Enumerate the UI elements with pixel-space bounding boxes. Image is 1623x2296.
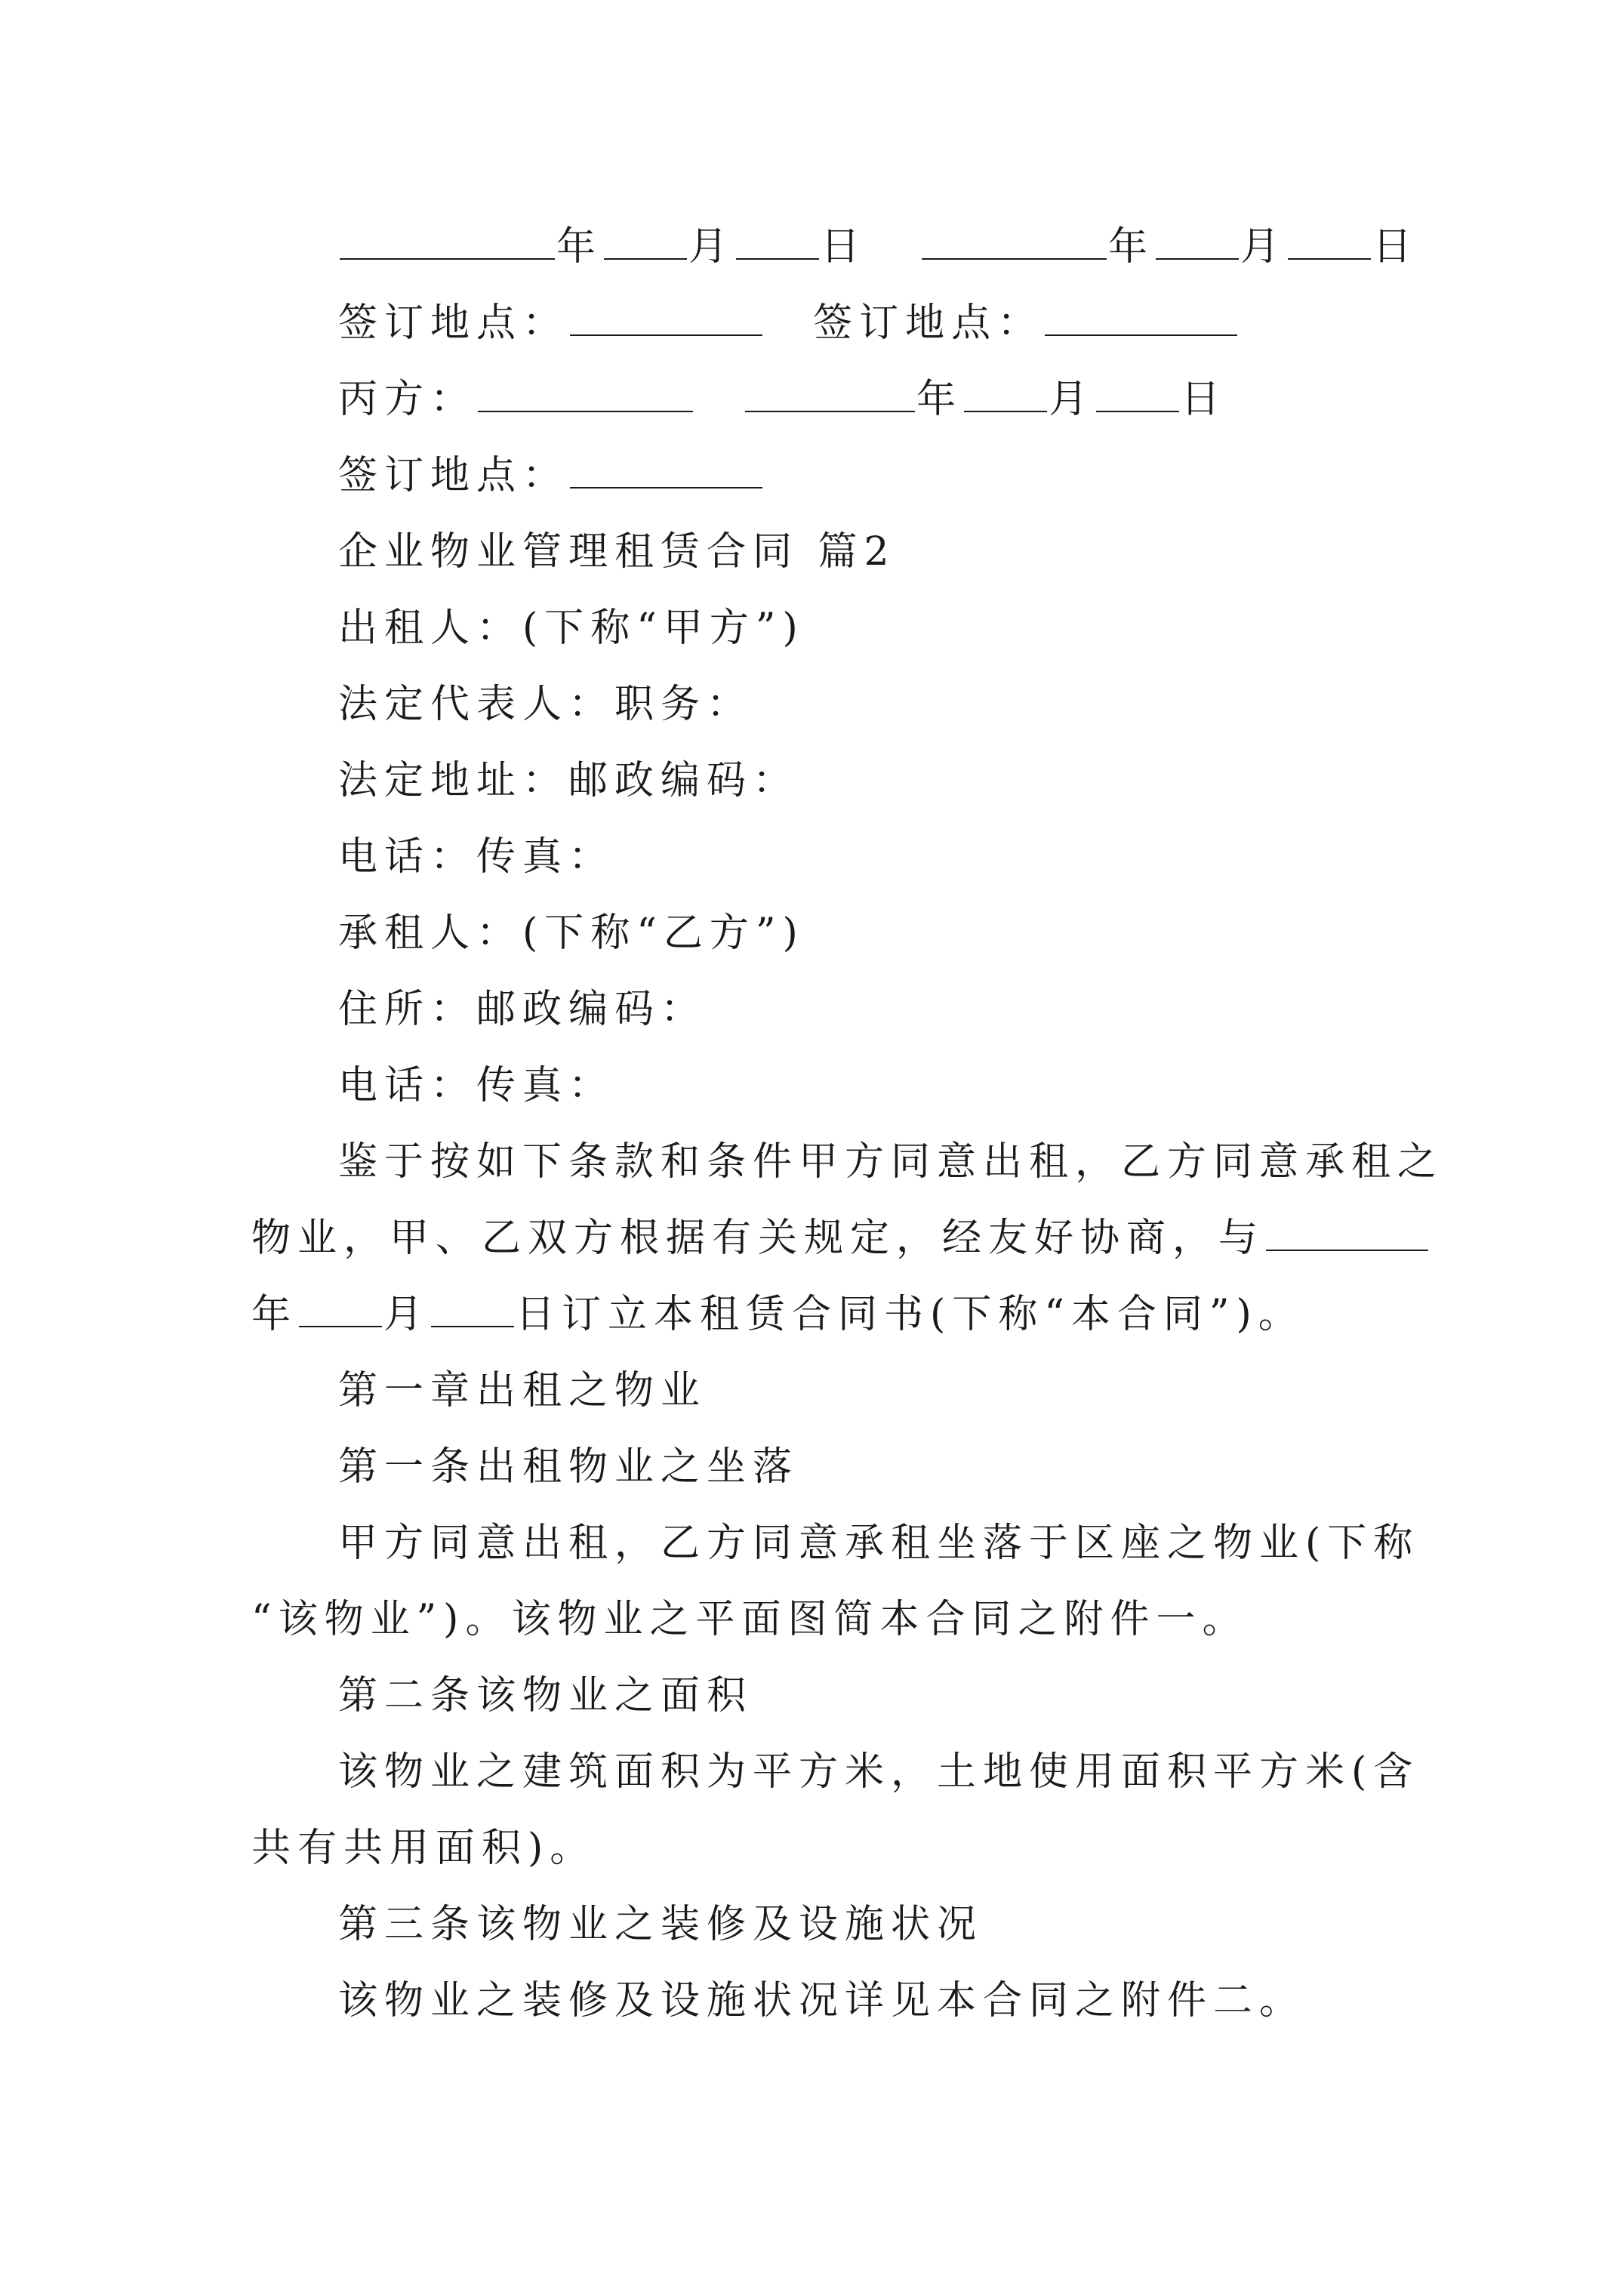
phone-fax-line: 电话：传真： bbox=[338, 834, 615, 880]
day-label: 日 bbox=[1372, 224, 1419, 270]
party-c-row bbox=[338, 373, 1227, 426]
month-blank bbox=[1156, 222, 1239, 260]
legal-rep-line: 法定代表人：职务： bbox=[338, 682, 753, 727]
article-heading: 第一条出租物业之坐落 bbox=[338, 1444, 799, 1490]
article-heading: 第二条该物业之面积 bbox=[338, 1673, 753, 1718]
article-text: 该物业之建筑面积为平方米，土地使用面积平方米(含 bbox=[338, 1749, 1420, 1795]
article-text: 甲方同意出租，乙方同意承租坐落于区座之物业(下称 bbox=[338, 1521, 1420, 1566]
year-blank bbox=[922, 222, 1107, 260]
day-blank bbox=[1288, 222, 1371, 260]
month-blank bbox=[964, 374, 1047, 412]
preamble-text: 日订立本租赁合同书(下称“本合同”)。 bbox=[516, 1292, 1304, 1337]
year-blank bbox=[340, 222, 555, 260]
lessor-line: 出租人：(下称“甲方”) bbox=[338, 606, 805, 651]
signing-place-label: 签订地点： bbox=[338, 453, 569, 498]
year-blank bbox=[745, 374, 915, 412]
article-text: 共有共用面积)。 bbox=[251, 1826, 596, 1871]
preamble-line: 鉴于按如下条款和条件甲方同意出租，乙方同意承租之 bbox=[338, 1139, 1444, 1185]
section-title: 企业物业管理租赁合同 篇2 bbox=[338, 529, 896, 575]
month-blank bbox=[299, 1290, 382, 1327]
signing-place-blank bbox=[570, 451, 762, 488]
preamble-text: 物业，甲、乙双方根据有关规定，经友好协商，与 bbox=[251, 1216, 1265, 1261]
year-label: 年 bbox=[916, 377, 963, 422]
month-label: 月 bbox=[688, 224, 735, 270]
article-heading: 第三条该物业之装修及设施状况 bbox=[338, 1902, 984, 1947]
party-c-blank bbox=[478, 374, 693, 412]
article-text: “该物业”)。该物业之平面图简本合同之附件一。 bbox=[251, 1597, 1249, 1642]
month-label: 月 bbox=[1240, 224, 1287, 270]
signing-place-label: 签订地点： bbox=[813, 300, 1044, 346]
year-label: 年 bbox=[251, 1292, 298, 1337]
chapter-heading: 第一章出租之物业 bbox=[338, 1368, 707, 1413]
article-text: 该物业之装修及设施状况详见本合同之附件二。 bbox=[338, 1978, 1306, 2023]
day-blank bbox=[431, 1290, 514, 1327]
signing-place-label: 签订地点： bbox=[338, 300, 569, 346]
month-label: 月 bbox=[1049, 377, 1095, 422]
party-c-label: 丙方： bbox=[338, 377, 477, 422]
legal-address-line: 法定地址：邮政编码： bbox=[338, 758, 799, 803]
signing-place-blank bbox=[570, 298, 762, 336]
month-label: 月 bbox=[383, 1292, 430, 1337]
day-blank bbox=[1096, 374, 1179, 412]
residence-line: 住所：邮政编码： bbox=[338, 987, 707, 1032]
signing-place-blank bbox=[1045, 298, 1237, 336]
date-blank bbox=[1266, 1213, 1428, 1251]
phone-fax-line: 电话：传真： bbox=[338, 1063, 615, 1108]
month-blank bbox=[604, 222, 687, 260]
signing-place-row bbox=[338, 449, 764, 502]
preamble-line bbox=[251, 1288, 1304, 1341]
day-label: 日 bbox=[1181, 377, 1227, 422]
day-label: 日 bbox=[821, 224, 867, 270]
signing-place-row bbox=[338, 297, 1239, 350]
day-blank bbox=[736, 222, 819, 260]
preamble-line bbox=[251, 1212, 1430, 1265]
year-label: 年 bbox=[1108, 224, 1155, 270]
year-label: 年 bbox=[556, 224, 603, 270]
lessee-line: 承租人：(下称“乙方”) bbox=[338, 911, 805, 956]
signature-date-row bbox=[338, 220, 1418, 273]
